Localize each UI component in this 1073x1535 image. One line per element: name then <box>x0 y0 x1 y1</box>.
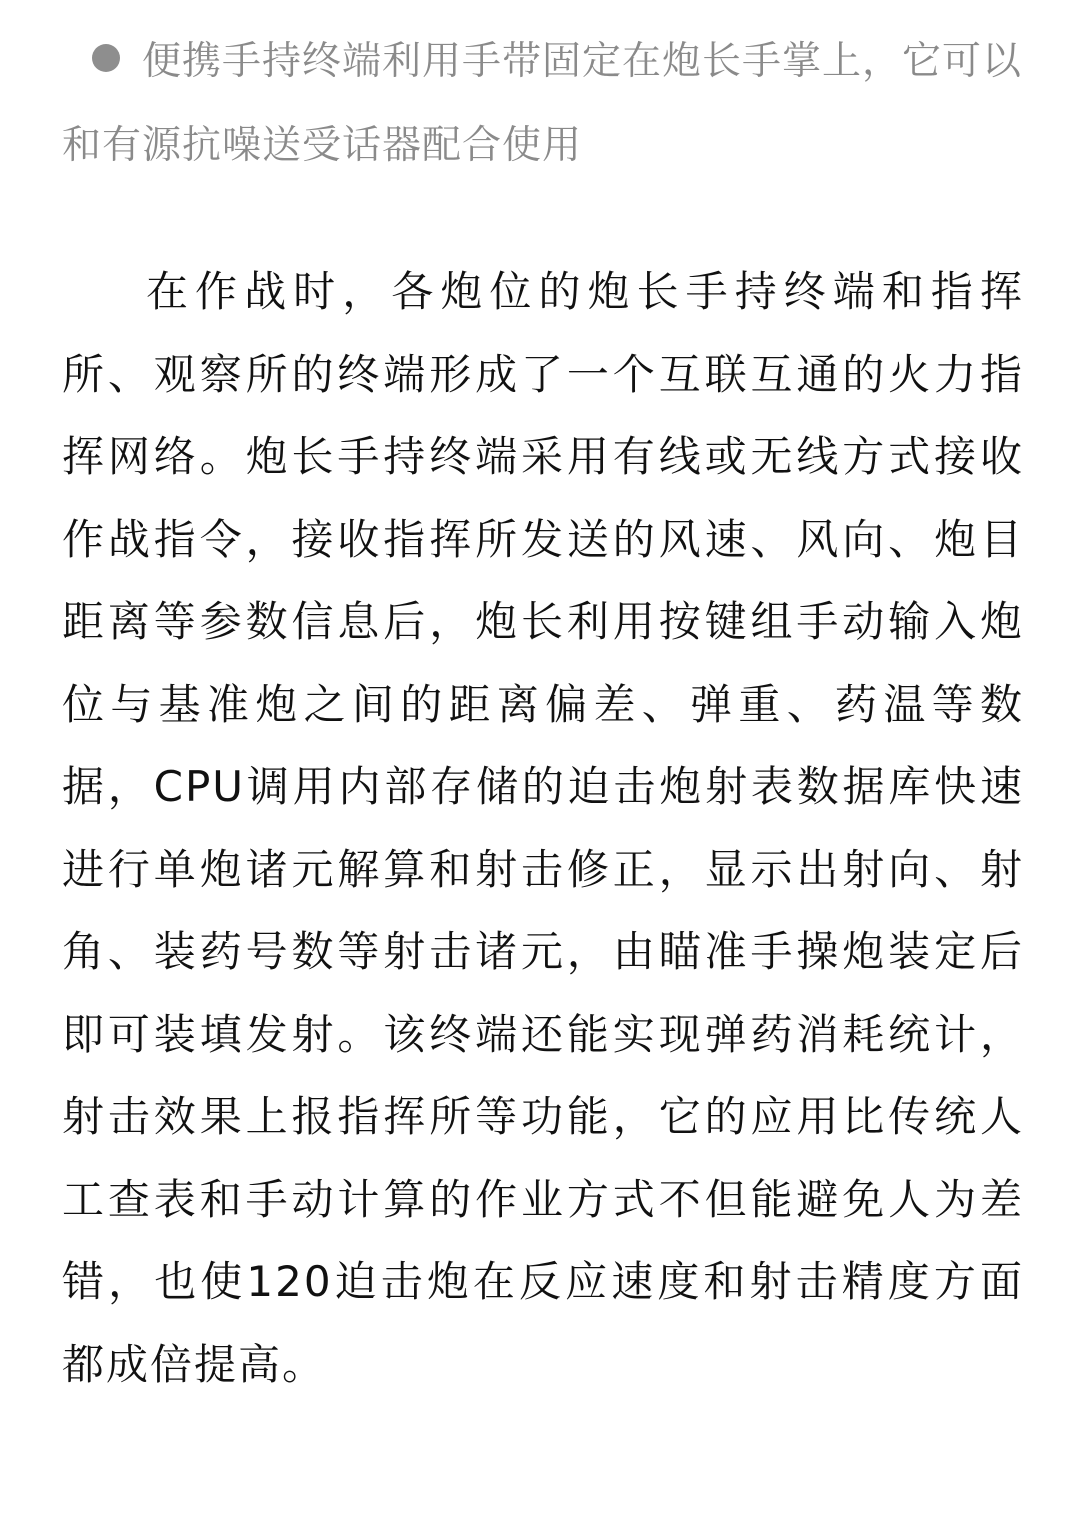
bullet-icon <box>92 44 120 72</box>
article-paragraph: 在作战时，各炮位的炮长手持终端和指挥所、观察所的终端形成了一个互联互通的火力指挥网络。炮长手持终端采用有线或无线方式接收作战指令，接收指挥所发送的风速、风向、炮目距离等参数信息后，炮长利用按键组手动输入炮位与基准炮之间的距离偏差、弹重、药温等数据，CPU调用内部存储的迫击炮射表数据库快速进行单炮诸元解算和射击修正，显示出射向、射角、装药号数等射击诸元，由瞄准手操炮装定后即可装填发射。该终端还能实现弹药消耗统计，射击效果上报指挥所等功能，它的应用比传统人工查表和手动计算的作业方式不但能避免人为差错，也使120迫击炮在反应速度和射击精度方面都成倍提高。 <box>62 267 1024 1389</box>
image-caption <box>62 20 1022 188</box>
caption-text: 便携手持终端利用手带固定在炮长手掌上，它可以和有源抗噪送受话器配合使用 <box>62 39 1023 168</box>
